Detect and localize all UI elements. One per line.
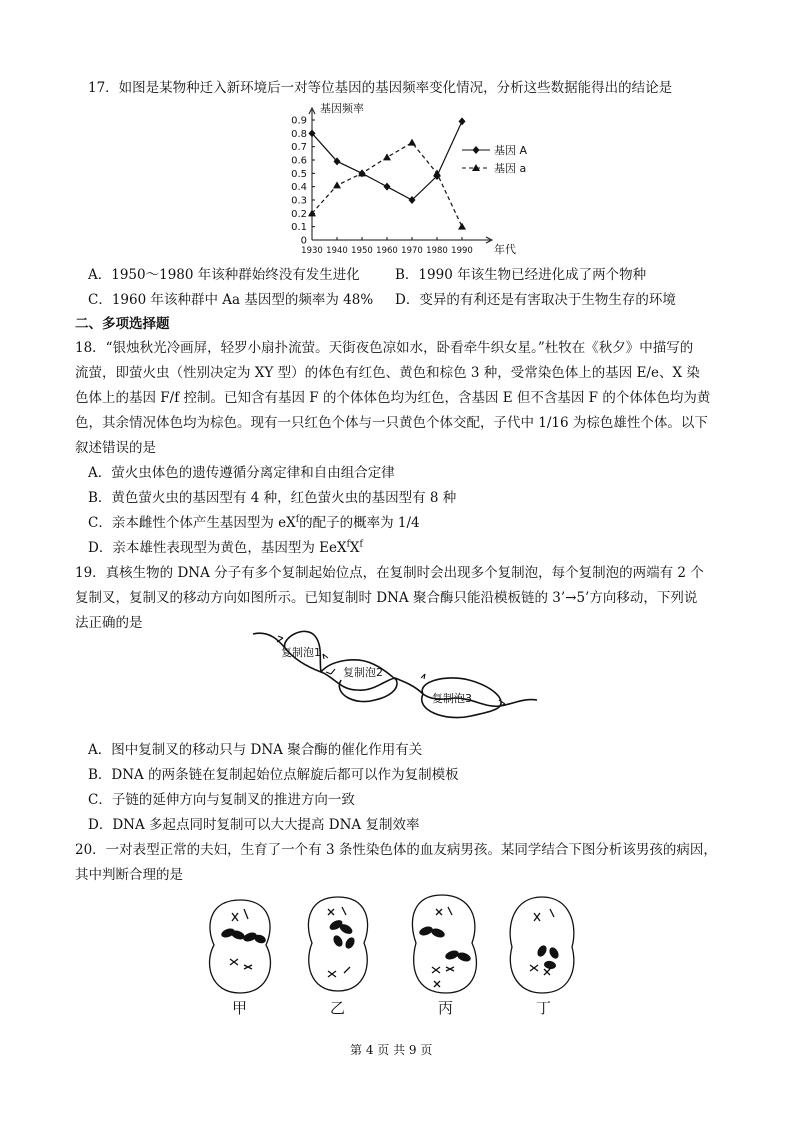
x-tick-label: 1970 — [401, 246, 423, 256]
bubble-1-label: 复制泡1 — [281, 646, 321, 659]
q17-option-c: C．1960 年该种群中 Aa 基因型的频率为 48% — [88, 292, 374, 308]
q17-option-a: A．1950～1980 年该种群始终没有发生进化 — [88, 267, 360, 283]
q17-option-b: B．1990 年该生物已经进化成了两个物种 — [395, 267, 647, 283]
cell-label-yi: 乙 — [330, 999, 346, 1017]
y-tick-label: 0.3 — [291, 195, 307, 207]
q17-stem: 17．如图是某物种迁入新环境后一对等位基因的基因频率变化情况，分析这些数据能得出的结论是 — [88, 80, 673, 96]
q20-line-1: 20．一对表型正常的夫妇，生育了一个有 3 条性染色体的血友病男孩。某同学结合下图分析该男孩的病因， — [75, 842, 717, 858]
gene-frequency-chart — [262, 100, 528, 262]
bubble-2-label: 复制泡2 — [343, 666, 383, 679]
x-tick-label: 1990 — [451, 246, 473, 256]
cell-label-bing: 丙 — [438, 999, 454, 1017]
y-tick-label: 0 — [300, 235, 307, 247]
legend-label-A: 基因 A — [494, 144, 528, 157]
q19-option-c: C．子链的延伸方向与复制叉的推进方向一致 — [88, 792, 355, 808]
cell-label-ding: 丁 — [536, 999, 552, 1017]
q18-line-3: 色体上的基因 F/f 控制。已知含有基因 F 的个体体色均为红色，含基因 E 但不含基因 F 的个体体色均为黄 — [75, 390, 711, 406]
x-tick-label: 1960 — [376, 246, 398, 256]
q17-option-d: D．变异的有利还是有害取决于生物生存的环境 — [395, 292, 676, 308]
y-tick-label: 0.4 — [291, 182, 307, 194]
y-tick-label: 0.2 — [291, 208, 307, 220]
marker-gene-A — [384, 183, 391, 191]
q18-line-4: 色，其余情况体色均为棕色。现有一只红色个体与一只黄色个体交配，子代中 1/16 为棕色雄性个体。以下 — [75, 415, 708, 431]
y-tick-label: 0.5 — [291, 168, 307, 180]
legend-marker-A — [473, 146, 480, 154]
marker-gene-a — [408, 139, 416, 146]
y-tick-label: 0.1 — [291, 222, 307, 234]
q19-line-2: 复制叉，复制叉的移动方向如图所示。已知复制时 DNA 聚合酶只能沿模板链的 3’→5’方向移动，下列说 — [75, 590, 698, 606]
cell-label-jia: 甲 — [232, 999, 248, 1017]
q19-option-d: D．DNA 多起点同时复制可以大大提高 DNA 复制效率 — [88, 817, 420, 833]
y-tick-label: 0.9 — [291, 115, 307, 127]
y-tick-label: 0.6 — [291, 155, 307, 167]
marker-gene-A — [459, 117, 466, 125]
replication-bubble-diagram — [245, 620, 545, 720]
q18-line-1: 18．“银烛秋光冷画屏，轻罗小扇扑流萤。天街夜色凉如水，卧看牵牛织女星。”杜牧在《秋夕》中描写的 — [75, 340, 694, 356]
x-tick-label: 1950 — [351, 246, 373, 256]
page-footer: 第 4 页 共 9 页 — [350, 1043, 433, 1057]
y-axis-label: 基因频率 — [320, 102, 364, 115]
marker-gene-a — [458, 223, 466, 230]
marker-gene-a — [333, 181, 341, 188]
x-tick-label: 1940 — [326, 246, 348, 256]
y-tick-label: 0.8 — [291, 128, 307, 140]
q18-option-d: D．亲本雄性表现型为黄色，基因型为 $EeX^fX^f$ — [88, 539, 363, 556]
q20-line-2: 其中判断合理的是 — [75, 867, 183, 883]
q19-line-1: 19．真核生物的 DNA 分子有多个复制起始位点，在复制时会出现多个复制泡，每个复制泡的两端有 2 个 — [75, 565, 704, 581]
q19-line-3: 法正确的是 — [75, 615, 143, 631]
x-tick-label: 1930 — [301, 246, 323, 256]
legend-label-a: 基因 a — [494, 162, 527, 175]
y-tick-label: 0.7 — [291, 142, 307, 154]
q19-option-a: A．图中复制叉的移动只与 DNA 聚合酶的催化作用有关 — [88, 742, 423, 758]
section-heading: 二、多项选择题 — [75, 316, 170, 332]
x-axis-label: 年代 — [494, 243, 516, 256]
q18-option-b: B．黄色萤火虫的基因型有 4 种，红色萤火虫的基因型有 8 种 — [88, 490, 457, 506]
marker-gene-a — [383, 153, 391, 160]
q18-option-c: C．亲本雌性个体产生基因型为 $eX^f$的配子的概率为 1/4 — [88, 514, 420, 531]
q18-line-2: 流萤，即萤火虫（性别决定为 XY 型）的体色有红色、黄色和棕色 3 种，受常染色体上的基因 E/e、X 染 — [75, 365, 700, 381]
q19-option-b: B．DNA 的两条链在复制起始位点解旋后都可以作为复制模板 — [88, 767, 459, 783]
meiosis-cells-diagram — [200, 885, 610, 1020]
bubble-3-label: 复制泡3 — [432, 692, 472, 705]
q18-option-a: A．萤火虫体色的遗传遵循分离定律和自由组合定律 — [88, 465, 395, 481]
q18-line-5: 叙述错误的是 — [75, 440, 156, 456]
x-tick-label: 1980 — [426, 246, 448, 256]
